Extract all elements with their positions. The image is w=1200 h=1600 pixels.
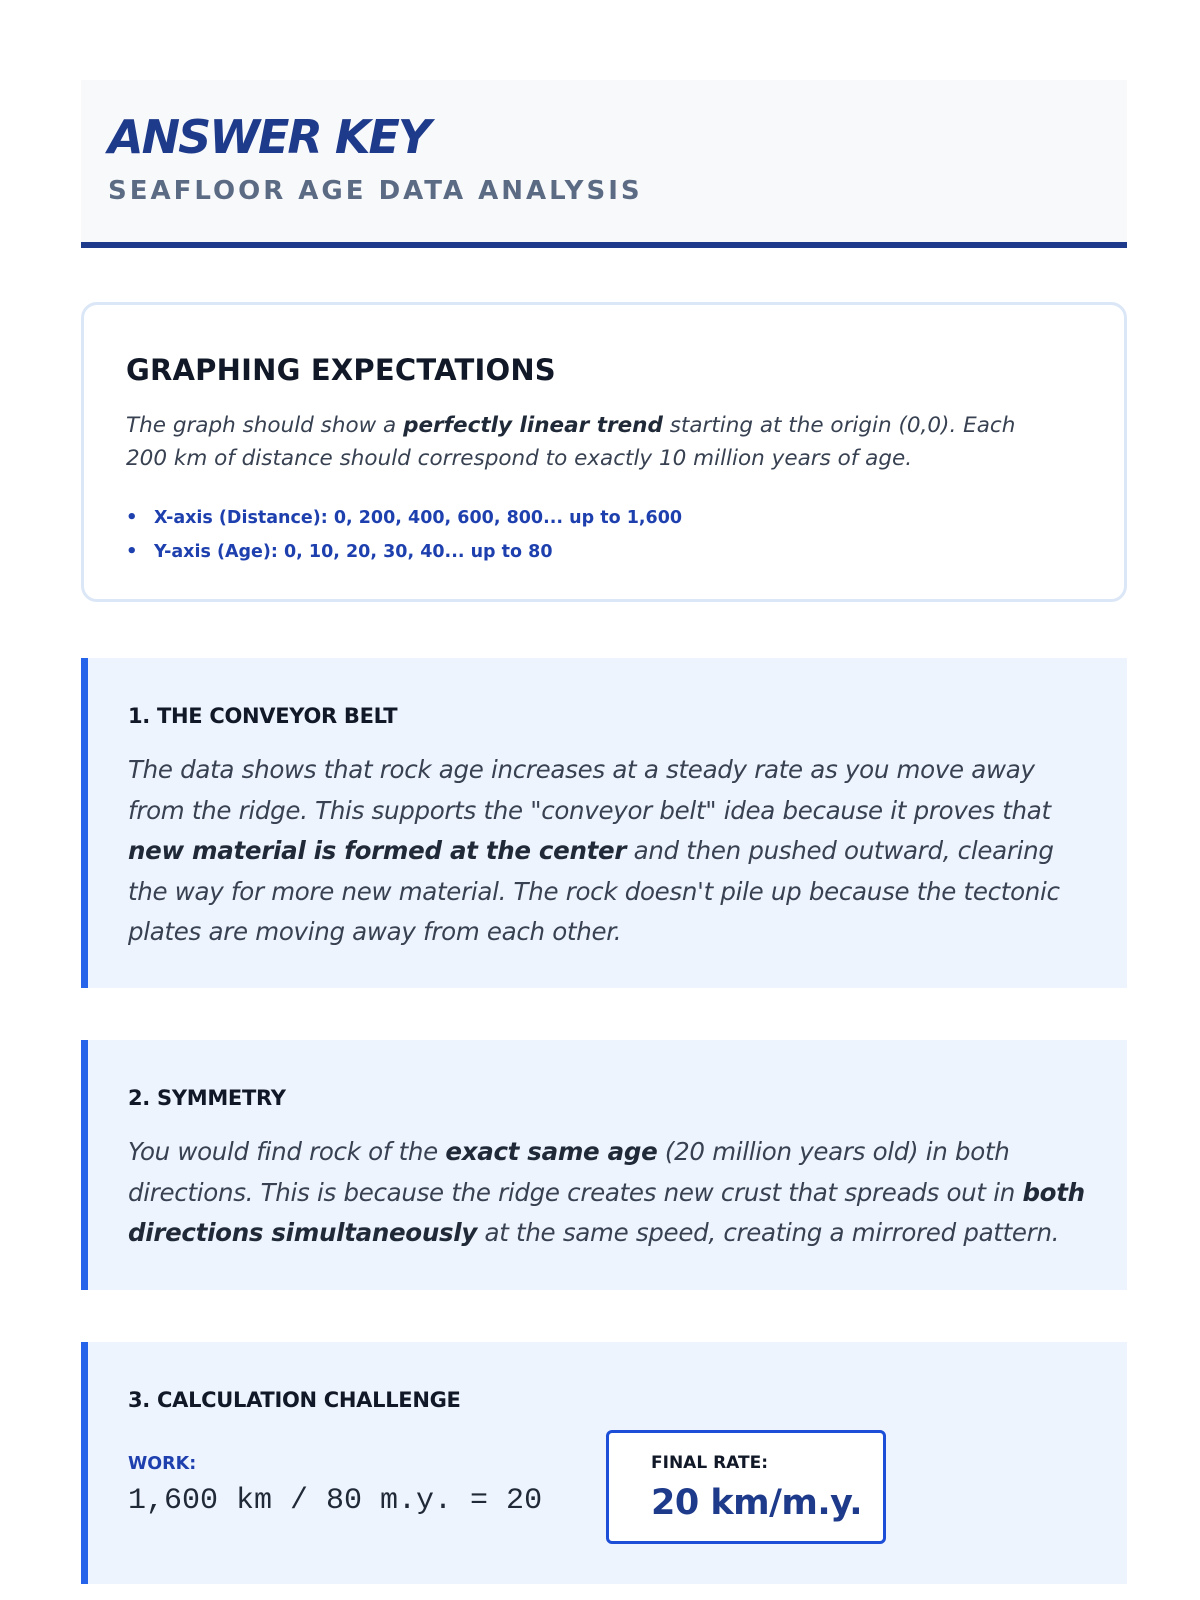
answer-text-bold: new material is formed at the center xyxy=(128,836,627,865)
question-heading: 1. THE CONVEYOR BELT xyxy=(128,704,398,728)
question-conveyor-belt xyxy=(81,658,1127,988)
graphing-expectations-text xyxy=(126,409,1056,475)
page-title: ANSWER KEY xyxy=(108,110,430,164)
work-label: WORK: xyxy=(128,1454,197,1474)
axis-list xyxy=(126,501,682,569)
question-heading: 3. CALCULATION CHALLENGE xyxy=(128,1388,461,1412)
graphing-expectations-card xyxy=(81,302,1127,602)
x-axis-item: • X-axis (Distance): 0, 200, 400, 600, 800... up to 1,600 xyxy=(126,501,682,535)
question-answer-text xyxy=(128,750,1088,953)
final-rate-box xyxy=(606,1430,886,1544)
y-axis-item: • Y-axis (Age): 0, 10, 20, 30, 40... up to 80 xyxy=(126,535,682,569)
graphing-text-pre: The graph should show a xyxy=(126,413,404,438)
answer-text-bold: exact same age xyxy=(445,1137,658,1166)
answer-text-mid: (20 million years old) in both directions. This is because the ridge creates new crust that spreads out in xyxy=(128,1137,1023,1207)
final-rate-value: 20 km/m.y. xyxy=(651,1483,863,1523)
answer-text-post: at the same speed, creating a mirrored pattern. xyxy=(477,1218,1060,1247)
graphing-text-bold: perfectly linear trend xyxy=(403,413,663,438)
question-calculation-challenge xyxy=(81,1342,1127,1584)
answer-text-pre: You would find rock of the xyxy=(128,1137,446,1166)
work-expression: 1,600 km / 80 m.y. = 20 xyxy=(128,1484,543,1518)
graphing-text-post: starting at the origin (0,0). Each 200 km of distance should correspond to exactly 10 million years of age. xyxy=(126,413,1016,471)
question-answer-text xyxy=(128,1132,1088,1254)
page-subtitle: SEAFLOOR AGE DATA ANALYSIS xyxy=(108,176,643,206)
graphing-expectations-heading: GRAPHING EXPECTATIONS xyxy=(126,353,556,387)
answer-key-header xyxy=(81,80,1127,248)
answer-text-bold: both directions simultaneously xyxy=(128,1177,1085,1247)
question-heading: 2. SYMMETRY xyxy=(128,1086,286,1110)
answer-text-pre: The data shows that rock age increases at a steady rate as you move away from the ridge. This supports the "conveyor belt" idea because it proves that xyxy=(128,755,1051,825)
answer-text-post: and then pushed outward, clearing the way for more new material. The rock doesn't pile up because the tectonic plates are moving away from each other. xyxy=(128,836,1060,946)
question-symmetry xyxy=(81,1040,1127,1290)
final-rate-label: FINAL RATE: xyxy=(651,1453,769,1473)
